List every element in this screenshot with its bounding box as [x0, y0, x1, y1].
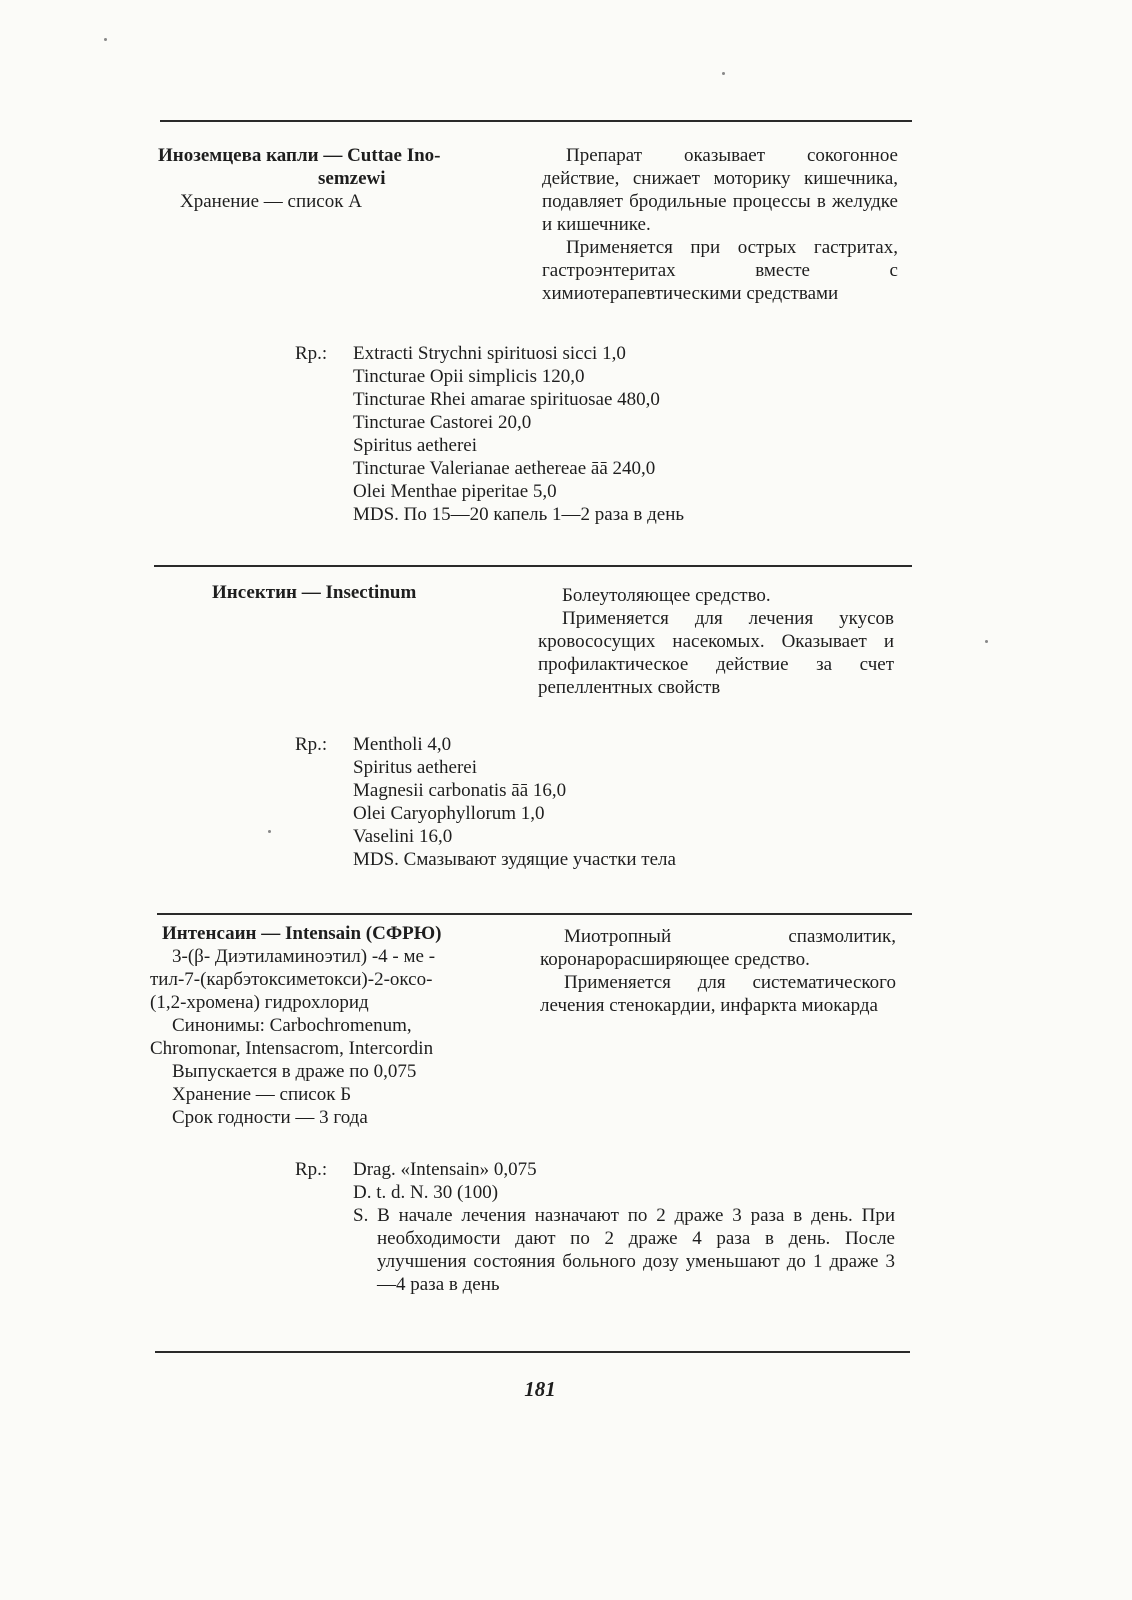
recipe-line: Extracti Strychni spirituosi sicci 1,0 — [353, 343, 626, 364]
entry-1-description — [542, 144, 898, 305]
entry-2-desc-p1: Болеутоляющее средство. — [562, 585, 771, 606]
recipe-rp-label: Rp.: — [295, 343, 328, 364]
entry-2-title: Инсектин — Insectinum — [212, 582, 417, 603]
recipe-line: MDS. Смазывают зудящие участки тела — [353, 849, 676, 870]
entry-3-synonyms: Синонимы: Carbochromenum, — [172, 1015, 412, 1036]
recipe-line: MDS. По 15—20 капель 1—2 раза в день — [353, 504, 685, 525]
scan-speck — [985, 640, 988, 643]
recipe-line: Spiritus aetherei — [353, 757, 477, 778]
recipe-line: Olei Menthae piperitae 5,0 — [353, 481, 557, 502]
recipe-line: Tincturae Opii simplicis 120,0 — [353, 366, 585, 387]
entry-3-chem-line: (1,2-хромена) гидрохлорид — [150, 992, 369, 1013]
entry-3-storage: Хранение — список Б — [172, 1084, 352, 1105]
divider-3 — [157, 913, 912, 915]
scan-speck — [268, 830, 271, 833]
recipe-line: S. В начале лечения назначают по 2 драже 3 раза в день. При необходимости дают по 2 драже 4 раза в день. После улучшения состояния больного дозу уменьшают до 1 драже 3—4 раза в день — [353, 1205, 895, 1295]
entry-3-description — [540, 925, 896, 1017]
entry-3-shelf-life: Срок годности — 3 года — [172, 1107, 368, 1128]
entry-1-left — [158, 144, 528, 213]
scan-speck — [104, 38, 107, 41]
entry-3-desc-p2: Применяется для систематического лечения стенокардии, инфаркта миокарда — [540, 972, 896, 1016]
recipe-rp-label: Rp.: — [295, 734, 328, 755]
entry-2-desc-p2: Применяется для лечения укусов кровососущих насекомых. Оказывает и профилактическое действие за счет репеллентных свойств — [538, 608, 894, 698]
recipe-line: Tincturae Rhei amarae spirituosae 480,0 — [353, 389, 660, 410]
recipe-line: D. t. d. N. 30 (100) — [353, 1182, 499, 1203]
entry-3-desc-p1: Миотропный спазмолитик, коронарорасширяющее средство. — [540, 926, 896, 970]
page-number: 181 — [524, 1377, 556, 1401]
entry-3-synonyms-cont: Chromonar, Intensacrom, Intercordin — [150, 1038, 434, 1059]
entry-3-chem-line: 3-(β- Диэтиламиноэтил) -4 - ме - — [172, 946, 436, 967]
divider-2 — [154, 565, 912, 567]
entry-3-title: Интенсаин — Intensain (СФРЮ) — [162, 923, 442, 944]
entry-2-recipe — [295, 733, 915, 871]
entry-1-desc-p2: Применяется при острых гастритах, гастроэнтеритах вместе с химиотерапевтическими средствами — [542, 237, 898, 304]
divider-bottom — [155, 1351, 910, 1353]
entry-1-storage: Хранение — список А — [180, 191, 362, 212]
recipe-line: Magnesii carbonatis āā 16,0 — [353, 780, 567, 801]
recipe-line: Mentholi 4,0 — [353, 734, 452, 755]
recipe-line: Tincturae Valerianae aethereae āā 240,0 — [353, 458, 656, 479]
entry-1-desc-p1: Препарат оказывает сокогонное действие, снижает моторику кишечника, подавляет бродильные процессы в желудке и кишечнике. — [542, 145, 898, 235]
recipe-line: Drag. «Intensain» 0,075 — [353, 1159, 537, 1180]
entry-3-chem-line: тил-7-(карбэтоксиметокси)-2-оксо- — [150, 969, 433, 990]
entry-2-description — [538, 584, 894, 699]
divider-top — [160, 120, 912, 122]
recipe-line: Spiritus aetherei — [353, 435, 477, 456]
scan-speck — [722, 72, 725, 75]
entry-3-left — [150, 922, 520, 1129]
entry-1-title: Иноземцева капли — Cuttae Ino- — [158, 145, 441, 166]
recipe-line: Tincturae Castorei 20,0 — [353, 412, 532, 433]
entry-1-recipe — [295, 342, 915, 526]
entry-2-left — [212, 581, 582, 604]
recipe-line: Olei Caryophyllorum 1,0 — [353, 803, 545, 824]
entry-3-recipe — [295, 1158, 895, 1296]
entry-1-title-cont: semzewi — [318, 168, 386, 189]
recipe-line: Vaselini 16,0 — [353, 826, 453, 847]
recipe-rp-label: Rp.: — [295, 1159, 328, 1180]
entry-3-form: Выпускается в драже по 0,075 — [172, 1061, 417, 1082]
